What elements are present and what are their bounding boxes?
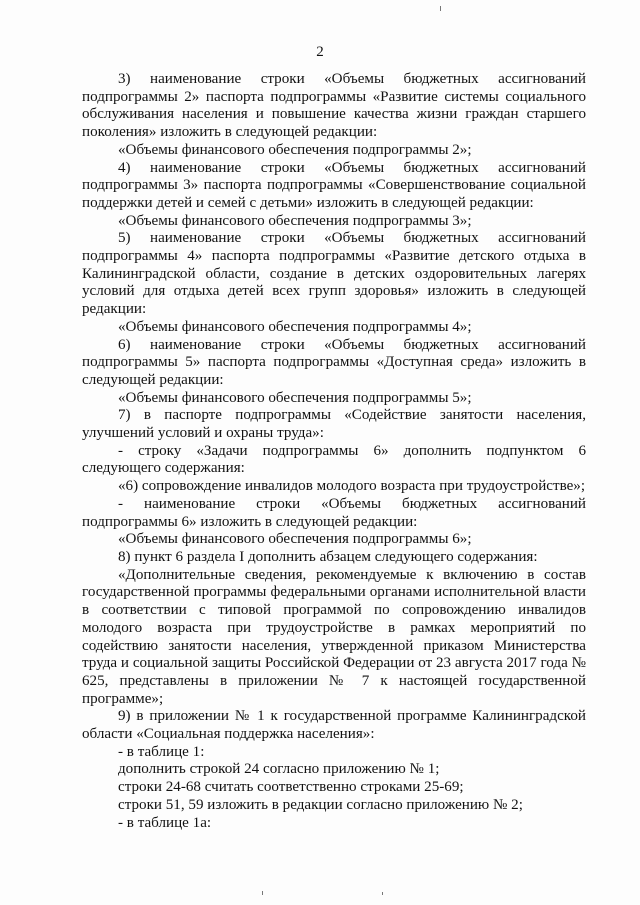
paragraph-item-5: 5) наименование строки «Объемы бюджетных ассигнований подпрограммы 4» паспорта подпрограммы «Развитие детского отдыха в Калининградской области, создание в детских оздоровительных лагерях условий для отдыха детей всех групп здоровья» изложить в следующей редакции:	[82, 230, 586, 318]
scan-mark-bottom-left	[262, 891, 263, 895]
paragraph-item-8: 8) пункт 6 раздела I дополнить абзацем следующего содержания:	[118, 548, 538, 565]
paragraph-rename-row: - наименование строки «Объемы бюджетных ассигнований подпрограммы 6» изложить в следующей редакции:	[82, 495, 586, 530]
paragraph-item-3: 3) наименование строки «Объемы бюджетных ассигнований подпрограммы 2» паспорта подпрограммы «Развитие системы социального обслуживания населения и повышение качества жизни граждан старшего поколения» изложить в следующей редакции:	[82, 71, 586, 141]
paragraph-item-7: 7) в паспорте подпрограммы «Содействие занятости населения, улучшений условий и охраны труда»:	[82, 407, 586, 442]
paragraph-new-name-4: «Объемы финансового обеспечения подпрограммы 4»;	[118, 318, 472, 335]
paragraph-tasks-row: - строку «Задачи подпрограммы 6» дополнить подпунктом 6 следующего содержания:	[82, 442, 586, 477]
paragraph-rows-51-59: строки 51, 59 изложить в редакции согласно приложению № 2;	[118, 796, 523, 813]
scan-mark-top	[440, 6, 441, 11]
paragraph-item-9: 9) в приложении № 1 к государственной программе Калининградской области «Социальная поддержка населения»:	[82, 708, 586, 743]
paragraph-table-1: - в таблице 1:	[118, 743, 205, 760]
paragraph-renumber-rows: строки 24-68 считать соответственно строками 25-69;	[118, 779, 464, 796]
paragraph-additional-info: «Дополнительные сведения, рекомендуемые к включению в состав государственной программы федеральными органами исполнительной власти в соответствии с типовой программой по сопровождению инвалидов молодого возраста при трудоустройстве в рамках мероприятий по содействию занятости населения, утвержденной приказом Министерства труда и социальной защиты Российской Федерации от 23 августа 2017 года № 625, представлены в приложении № 7 к настоящей государственной программе»;	[82, 566, 586, 707]
page-number: 2	[316, 44, 324, 60]
paragraph-new-name-2: «Объемы финансового обеспечения подпрограммы 2»;	[118, 141, 472, 158]
paragraph-item-6: 6) наименование строки «Объемы бюджетных ассигнований подпрограммы 5» паспорта подпрограммы «Доступная среда» изложить в следующей редакции:	[82, 336, 586, 388]
paragraph-add-row-24: дополнить строкой 24 согласно приложению № 1;	[118, 761, 440, 778]
paragraph-new-name-3: «Объемы финансового обеспечения подпрограммы 3»;	[118, 212, 472, 229]
paragraph-table-1a: - в таблице 1а:	[118, 814, 212, 831]
document-body	[82, 71, 586, 832]
paragraph-new-name-6: «Объемы финансового обеспечения подпрограммы 6»;	[118, 531, 472, 548]
paragraph-subitem-6: «6) сопровождение инвалидов молодого возраста при трудоустройстве»;	[118, 478, 586, 495]
scan-mark-bottom-right	[382, 892, 383, 895]
paragraph-item-4: 4) наименование строки «Объемы бюджетных ассигнований подпрограммы 3» паспорта подпрограммы «Совершенствование социальной поддержки детей и семей с детьми» изложить в следующей редакции:	[82, 159, 586, 211]
paragraph-new-name-5: «Объемы финансового обеспечения подпрограммы 5»;	[118, 389, 472, 406]
